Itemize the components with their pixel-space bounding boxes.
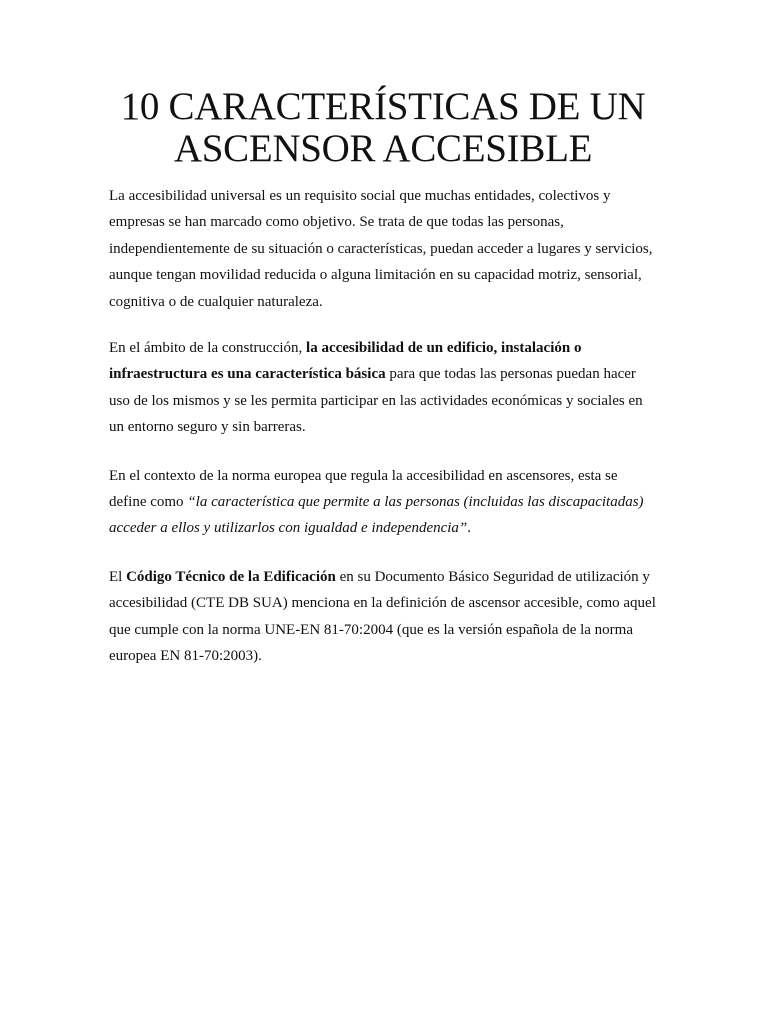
paragraph-construction-text-post: para que todas las personas puedan hacer uso de los mismos y se les permita participar en las actividades económicas y sociales en un entorno seguro y sin barreras.	[109, 366, 643, 436]
title-line-1: 10 CARACTERÍSTICAS DE UN	[120, 85, 646, 128]
paragraph-norm-definition	[109, 463, 657, 542]
document-title	[109, 86, 657, 170]
paragraph-construction	[109, 335, 657, 441]
paragraph-cte-text-pre: El	[109, 568, 127, 585]
paragraph-cte	[109, 564, 657, 670]
paragraph-norm-text-pre: En el contexto de la norma europea que regula la accesibilidad en ascensores, esta se define como	[109, 467, 618, 511]
paragraph-cte-bold: Código Técnico de la Edificación	[126, 568, 336, 585]
paragraph-norm-quote: “la característica que permite a las personas (incluidas las discapacitadas) acceder a ellos y utilizarlos con igualdad e independencia”	[109, 494, 644, 537]
document-page	[109, 86, 657, 670]
title-line-2: ASCENSOR ACCESIBLE	[173, 127, 593, 170]
paragraph-intro: La accesibilidad universal es un requisito social que muchas entidades, colectivos y empresas se han marcado como objetivo. Se trata de que todas las personas, independientemente de su situación o características, puedan acceder a lugares y servicios, aunque tengan movilidad reducida o alguna limitación en su capacidad motriz, sensorial, cognitiva o de cualquier naturaleza.	[109, 188, 653, 310]
paragraph-norm-text-post: .	[467, 520, 472, 537]
paragraph-construction-bold: la accesibilidad de un edificio, instalación o infraestructura es una característica básica	[109, 340, 582, 383]
paragraph-cte-text-post: en su Documento Básico Seguridad de utilización y accesibilidad (CTE DB SUA) menciona en la definición de ascensor accesible, como aquel que cumple con la norma UNE-EN 81-70:2004 (que es la versión española de la norma europea EN 81-70:2003).	[109, 568, 656, 665]
paragraph-construction-text-pre: En el ámbito de la construcción,	[109, 340, 307, 357]
